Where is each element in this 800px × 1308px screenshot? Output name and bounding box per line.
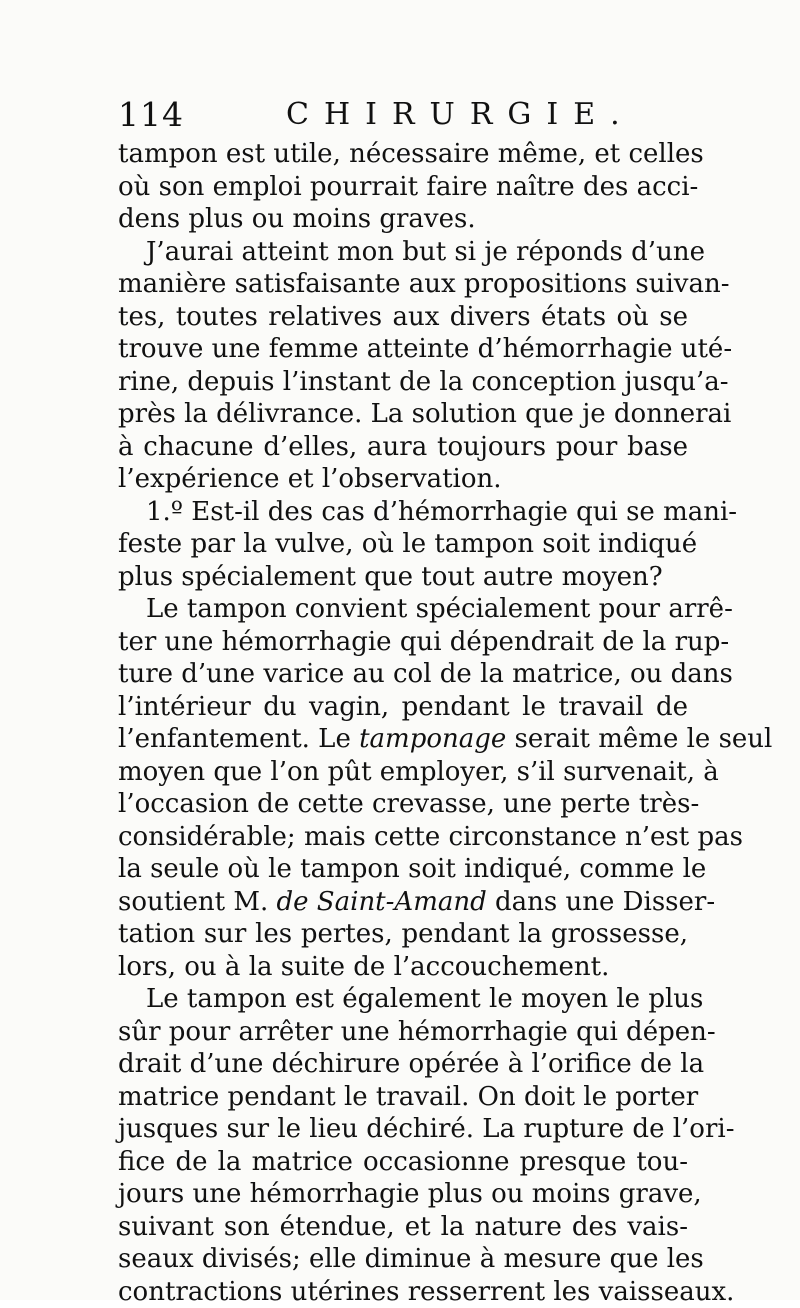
text-line: feste par la vulve, où le tampon soit indiqué	[118, 528, 688, 561]
page-header	[118, 95, 688, 135]
text-line: à chacune d’elles, aura toujours pour base	[118, 431, 688, 464]
text-segment: serait même le seul	[506, 724, 772, 754]
italic-text: tamponage	[359, 724, 506, 754]
text-line: seaux divisés; elle diminue à mesure que les	[118, 1243, 688, 1276]
text-line: dens plus ou moins graves.	[118, 203, 688, 236]
text-line: tes, toutes relatives aux divers états où se	[118, 301, 688, 334]
text-line: considérable; mais cette circonstance n’est pas	[118, 821, 688, 854]
text-line: sûr pour arrêter une hémorrhagie qui dépen-	[118, 1016, 688, 1049]
text-line	[118, 723, 688, 756]
text-line: où son emploi pourrait faire naître des acci-	[118, 171, 688, 204]
text-line: 1.º Est-il des cas d’hémorrhagie qui se mani-	[118, 496, 688, 529]
text-line: l’occasion de cette crevasse, une perte très-	[118, 788, 688, 821]
page-number: 114	[118, 95, 184, 135]
text-line: tampon est utile, nécessaire même, et celles	[118, 138, 688, 171]
text-line: trouve une femme atteinte d’hémorrhagie uté-	[118, 333, 688, 366]
running-head: CHIRURGIE.	[286, 95, 635, 135]
text-line: suivant son étendue, et la nature des vais-	[118, 1211, 688, 1244]
text-line: Le tampon est également le moyen le plus	[118, 983, 688, 1016]
text-line: rine, depuis l’instant de la conception jusqu’a-	[118, 366, 688, 399]
text-line: J’aurai atteint mon but si je réponds d’une	[118, 236, 688, 269]
text-line: jours une hémorrhagie plus ou moins grave,	[118, 1178, 688, 1211]
text-line: ture d’une varice au col de la matrice, ou dans	[118, 658, 688, 691]
text-segment: l’enfantement. Le	[118, 724, 359, 754]
text-line: matrice pendant le travail. On doit le porter	[118, 1081, 688, 1114]
text-line: manière satisfaisante aux propositions suivan-	[118, 268, 688, 301]
text-line: jusques sur le lieu déchiré. La rupture de l’ori-	[118, 1113, 688, 1146]
text-line: fice de la matrice occasionne presque tou-	[118, 1146, 688, 1179]
text-line: plus spécialement que tout autre moyen?	[118, 561, 688, 594]
text-line: contractions utérines resserrent les vaisseaux.	[118, 1276, 688, 1308]
text-segment: soutient M.	[118, 887, 277, 917]
text-line: l’expérience et l’observation.	[118, 463, 688, 496]
text-line: l’intérieur du vagin, pendant le travail de	[118, 691, 688, 724]
text-line: près la délivrance. La solution que je donnerai	[118, 398, 688, 431]
italic-text: de Saint-Amand	[277, 887, 487, 917]
text-line: drait d’une déchirure opérée à l’orifice de la	[118, 1048, 688, 1081]
text-line: moyen que l’on pût employer, s’il survenait, à	[118, 756, 688, 789]
body-text	[118, 138, 688, 1308]
text-line: tation sur les pertes, pendant la grossesse,	[118, 918, 688, 951]
text-line: ter une hémorrhagie qui dépendrait de la rup-	[118, 626, 688, 659]
text-segment: dans une Disser-	[487, 887, 715, 917]
text-line	[118, 886, 688, 919]
text-line: Le tampon convient spécialement pour arrê-	[118, 593, 688, 626]
text-line: la seule où le tampon soit indiqué, comme le	[118, 853, 688, 886]
text-line: lors, ou à la suite de l’accouchement.	[118, 951, 688, 984]
